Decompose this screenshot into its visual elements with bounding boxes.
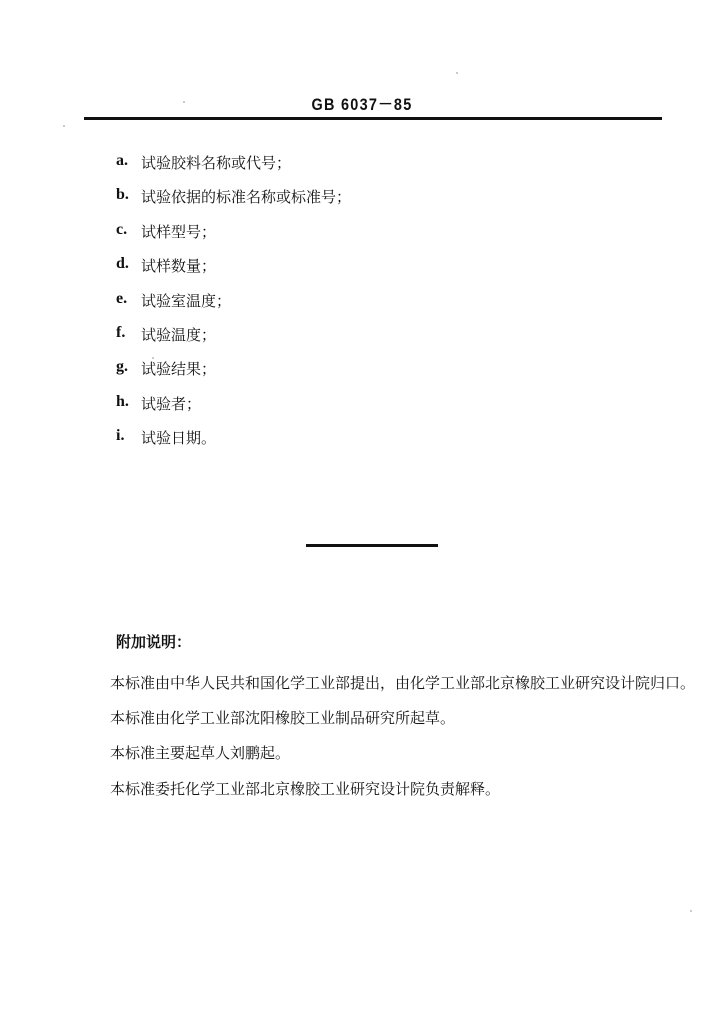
standard-number: GB 6037－85 [311, 95, 413, 114]
list-item [116, 324, 351, 358]
item-letter: h. [116, 392, 129, 410]
item-text: 试验胶料名称或代号； [141, 154, 292, 172]
item-text: 试验结果； [141, 360, 217, 379]
item-letter: g. [116, 358, 128, 376]
list-item [116, 358, 351, 392]
scan-speck [152, 357, 154, 359]
list-item [116, 186, 351, 220]
report-items-list [116, 152, 351, 462]
list-item [116, 152, 351, 186]
item-text: 试验者； [141, 394, 202, 413]
scan-speck [456, 72, 458, 74]
notes-line: 本标准由中华人民共和国化学工业部提出，由化学工业部北京橡胶工业研究设计院归口。 [110, 674, 696, 692]
scan-speck [183, 101, 185, 103]
list-item [116, 427, 351, 461]
item-text: 试样型号； [141, 222, 217, 241]
notes-line: 本标准主要起草人刘鹏起。 [110, 744, 291, 763]
item-letter: a. [116, 152, 128, 169]
item-text: 试验室温度； [141, 291, 232, 310]
item-text: 试验温度； [141, 325, 217, 344]
header-rule [84, 117, 662, 120]
notes-line: 本标准委托化学工业部北京橡胶工业研究设计院负责解释。 [110, 779, 501, 798]
notes-line: 本标准由化学工业部沈阳橡胶工业制品研究所起草。 [110, 709, 456, 728]
list-item [116, 290, 351, 324]
scan-speck [63, 125, 65, 127]
list-item [116, 393, 351, 427]
item-letter: e. [116, 289, 128, 307]
notes-title: 附加说明： [116, 633, 192, 651]
item-text: 试验依据的标准名称或标准号； [141, 188, 352, 207]
section-end-rule [306, 544, 438, 547]
item-letter: b. [116, 186, 129, 204]
item-letter: c. [116, 220, 128, 238]
notes-list [110, 672, 695, 813]
item-text: 试样数量； [141, 257, 217, 276]
list-item [116, 221, 351, 255]
list-item [116, 255, 351, 289]
item-letter: i. [116, 427, 125, 445]
item-text: 试验日期。 [141, 429, 217, 448]
scan-speck [690, 910, 692, 912]
item-letter: d. [116, 255, 129, 273]
item-letter: f. [116, 323, 126, 341]
